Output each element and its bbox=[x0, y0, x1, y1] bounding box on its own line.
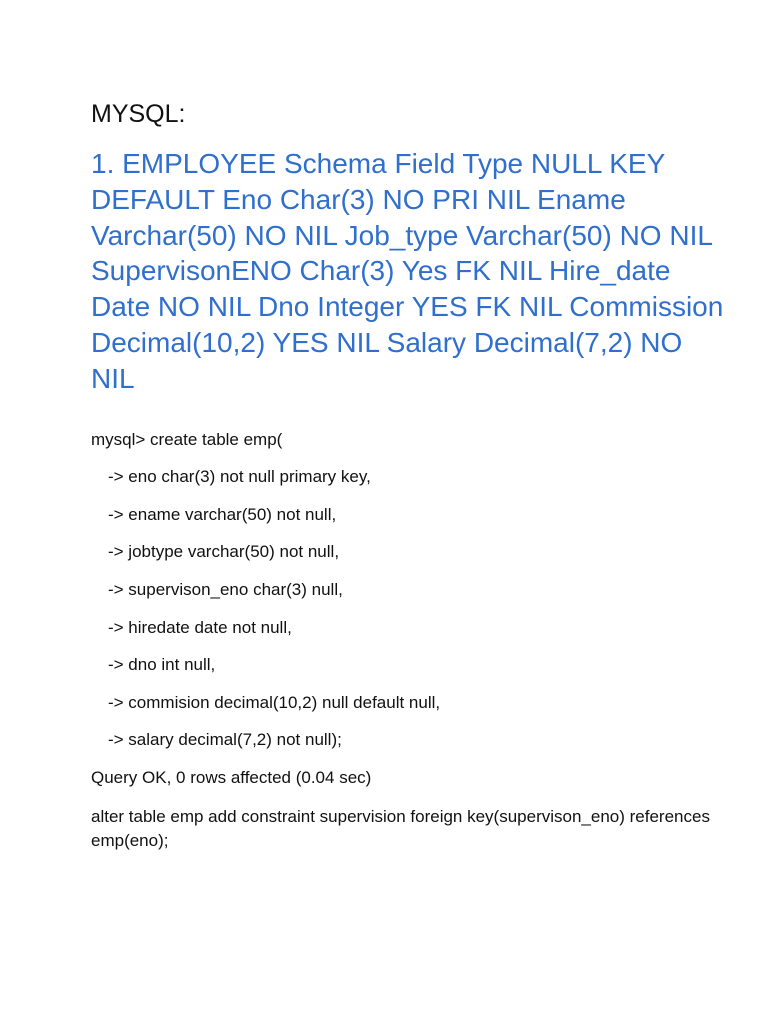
code-line-eno: -> eno char(3) not null primary key, bbox=[108, 467, 371, 487]
document-content bbox=[91, 96, 731, 853]
code-line-prompt: mysql> create table emp( bbox=[91, 429, 283, 449]
code-line-dno: -> dno int null, bbox=[108, 655, 216, 675]
code-line-jobtype: -> jobtype varchar(50) not null, bbox=[108, 542, 340, 562]
code-line-hiredate: -> hiredate date not null, bbox=[108, 617, 292, 637]
code-line-commision: -> commision decimal(10,2) null default null, bbox=[108, 692, 441, 712]
code-line-supervison-eno: -> supervison_eno char(3) null, bbox=[108, 579, 343, 599]
query-result: Query OK, 0 rows affected (0.04 sec) bbox=[91, 767, 372, 787]
code-line-salary: -> salary decimal(7,2) not null); bbox=[108, 730, 342, 750]
sql-session bbox=[91, 425, 731, 853]
code-line-ename: -> ename varchar(50) not null, bbox=[108, 504, 337, 524]
page-heading: MYSQL: bbox=[91, 100, 186, 128]
alter-statement: alter table emp add constraint supervision foreign key(supervison_eno) references emp(eno); bbox=[91, 806, 710, 850]
schema-description: 1. EMPLOYEE Schema Field Type NULL KEY DEFAULT Eno Char(3) NO PRI NIL Ename Varchar(50) NO NIL Job_type Varchar(50) NO NIL SupervisonENO Char(3) Yes FK NIL Hire_date Date NO NIL Dno Integer YES FK NIL Commission Decimal(10,2) YES NIL Salary Decimal(7,2) NO NIL bbox=[91, 148, 724, 394]
